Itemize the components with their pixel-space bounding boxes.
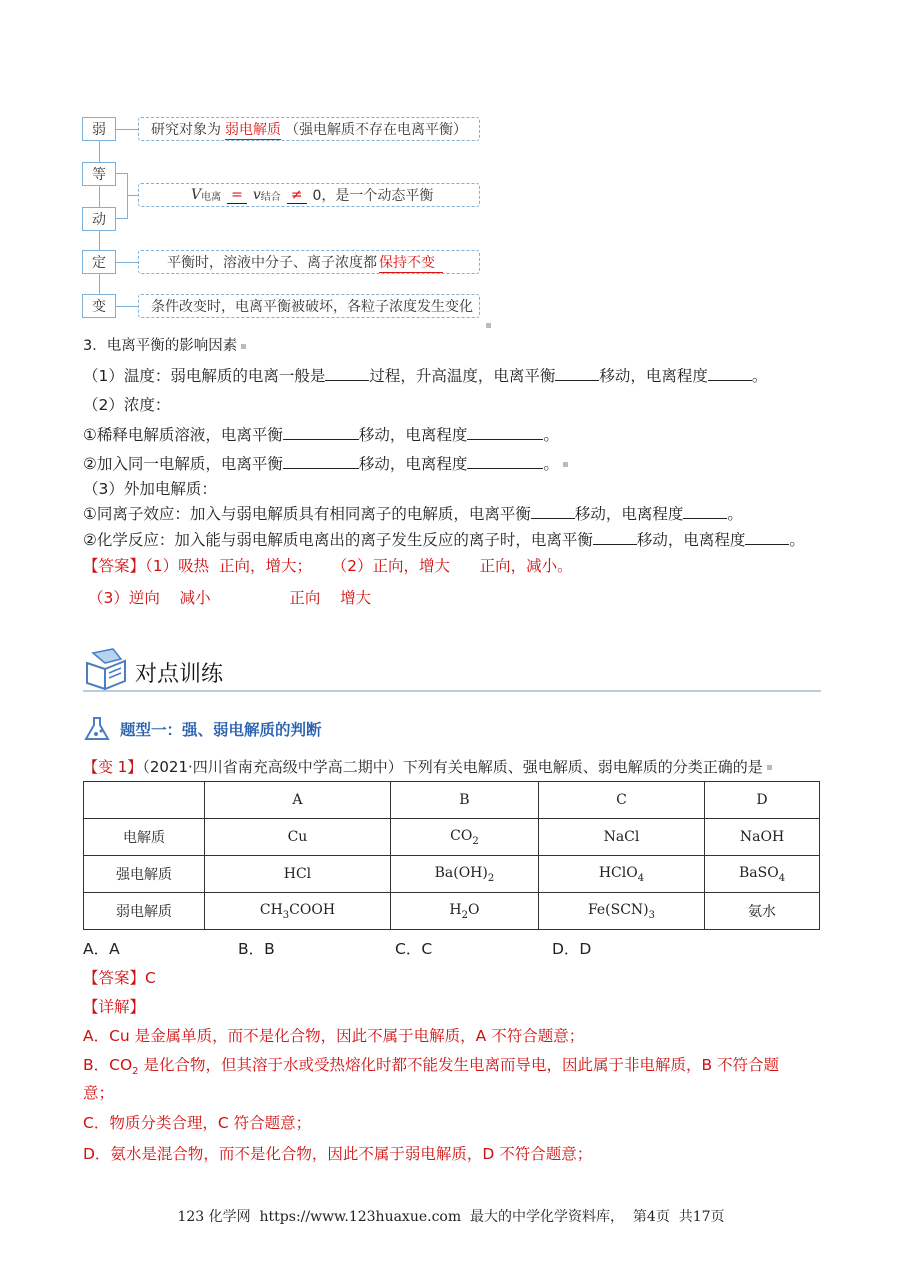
question-line [83, 757, 772, 777]
table-row [84, 819, 820, 856]
detail-b: B．$CO_2$ 是化合物，但其溶于水或受热熔化时都不能发生电离而导电，因此属于非电解质，B 不符合题 [83, 1056, 780, 1078]
option-a: A．A [83, 940, 120, 958]
rx-line: ②化学反应：加入能与弱电解质电离出的离子发生反应的离子时，电离平衡 移动，电离程度 。 [83, 531, 805, 549]
col-header: C [538, 782, 704, 819]
row-label: 电解质 [84, 819, 205, 856]
table-cell: NaOH [705, 819, 820, 856]
answer-line-1: 【答案】（1）吸热 正向，增大； （2）正向，增大 正向，减小。 [83, 557, 573, 575]
option-b: B．B [238, 940, 275, 958]
flow-node-deng: 等 [82, 162, 116, 186]
ion-line: ①同离子效应：加入与弱电解质具有相同离子的电解质，电离平衡 移动，电离程度 。 [83, 505, 743, 523]
row-label: 弱电解质 [84, 893, 205, 930]
flow-node-bian: 变 [82, 294, 116, 318]
header-rule [83, 690, 821, 692]
temp-line: （1）温度：弱电解质的电离一般是 过程，升高温度，电离平衡 移动，电离程度 。 [83, 367, 768, 385]
table-row [84, 893, 820, 930]
row1-fill: 弱电解质 [225, 119, 281, 140]
table-cell: HClO$_4$ [538, 856, 704, 893]
answer-line-2: （3）逆向 减小 正向 增大 [88, 589, 372, 607]
paragraph-mark [486, 323, 491, 328]
table-corner [84, 782, 205, 819]
detail-c: C．物质分类合理，C 符合题意； [83, 1114, 312, 1132]
row4-text: 条件改变时，电离平衡被破坏，各粒子浓度发生变化 [151, 299, 473, 315]
flow-row-4 [138, 294, 480, 318]
ext-line: （3）外加电解质： [83, 480, 217, 498]
row2-suffix: 0，是一个动态平衡 [312, 188, 434, 204]
flow-node-ruo: 弱 [82, 117, 116, 141]
page-footer: 123 化学网 https://www.123huaxue.com 最大的中学化学资料库， 第4页 共17页 [177, 1209, 725, 1225]
sub-ionize: 电离 [201, 191, 222, 203]
table-cell: Cu [205, 819, 391, 856]
flow-row-2 [138, 183, 480, 207]
col-header: D [705, 782, 820, 819]
section3-title: 3．电离平衡的影响因素 [83, 336, 246, 356]
question-text: （2021·四川省南充高级中学高二期中）下列有关电解质、强电解质、弱电解质的分类正确的是 [142, 758, 763, 776]
table-cell: NaCl [538, 819, 704, 856]
classification-table [83, 781, 820, 930]
table-cell: BaSO$_4$ [705, 856, 820, 893]
question-tag: 【变 1】 [83, 758, 143, 776]
flow-row-1 [138, 117, 480, 141]
table-cell: $CH_3COOH$ [205, 893, 391, 930]
notequal-fill: ≠ [287, 187, 307, 204]
row3-fill: 保持不变 [379, 252, 443, 273]
conc-line: （2）浓度： [83, 396, 171, 414]
v-combine: v [252, 187, 261, 203]
option-d: D．D [552, 940, 592, 958]
same-line: ②加入同一电解质，电离平衡 移动，电离程度 。 [83, 454, 568, 474]
answer-line: 【答案】C [83, 969, 156, 987]
option-c: C．C [395, 940, 433, 958]
flask-icon [84, 715, 112, 743]
book-icon [83, 647, 131, 691]
table-cell: $Fe(SCN)_3$ [538, 893, 704, 930]
v-ionize: V [191, 187, 202, 203]
flow-node-ding: 定 [82, 250, 116, 274]
row1-suffix: （强电解质不存在电离平衡） [285, 122, 467, 138]
detail-a: A．Cu 是金属单质，而不是化合物，因此不属于电解质，A 不符合题意； [83, 1027, 585, 1045]
table-cell: $Ba(OH)_2$ [390, 856, 538, 893]
table-row [84, 856, 820, 893]
equal-fill: = [227, 187, 247, 204]
topic-title: 题型一：强、弱电解质的判断 [120, 721, 322, 739]
detail-label: 【详解】 [83, 998, 146, 1016]
detail-b-cont: 意； [83, 1084, 115, 1102]
sub-combine: 结合 [260, 191, 281, 203]
table-cell: $CO_2$ [390, 819, 538, 856]
row1-prefix: 研究对象为 [151, 122, 221, 138]
table-cell: $H_2O$ [390, 893, 538, 930]
flow-node-dong: 动 [82, 207, 116, 231]
header-title: 对点训练 [135, 662, 224, 687]
table-cell: 氨水 [705, 893, 820, 930]
detail-d: D．氨水是混合物，而不是化合物，因此不属于弱电解质，D 不符合题意； [83, 1145, 593, 1163]
dilute-line: ①稀释电解质溶液，电离平衡 移动，电离程度 。 [83, 426, 559, 444]
col-header: A [205, 782, 391, 819]
row3-prefix: 平衡时，溶液中分子、离子浓度都 [167, 255, 377, 271]
col-header: B [390, 782, 538, 819]
table-cell: HCl [205, 856, 391, 893]
flow-row-3 [138, 250, 480, 274]
table-header-row [84, 782, 820, 819]
row-label: 强电解质 [84, 856, 205, 893]
